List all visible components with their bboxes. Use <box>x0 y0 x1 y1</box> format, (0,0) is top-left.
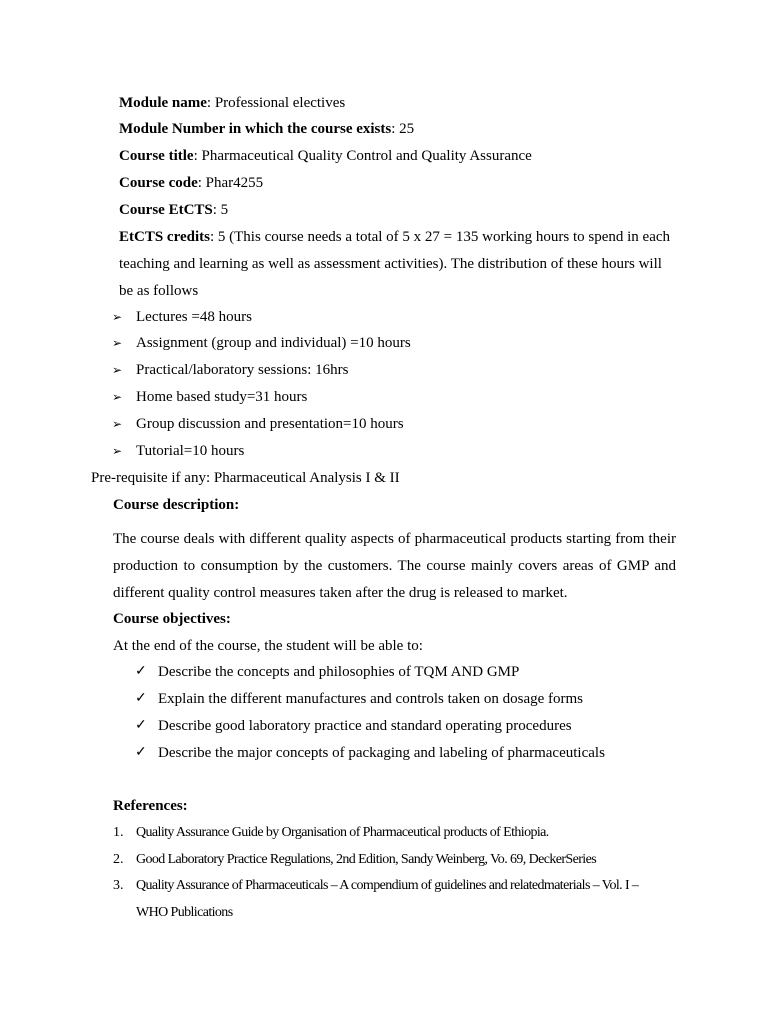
course-title-value: : Pharmaceutical Quality Control and Quality Assurance <box>193 148 532 164</box>
course-code-line <box>119 174 263 192</box>
etcts-credits-line-2: teaching and learning as well as assessment activities). The distribution of these hours will <box>119 256 662 272</box>
arrow-bullet-icon: ➢ <box>112 310 123 324</box>
reference-item-continued: WHO Publications <box>136 905 233 920</box>
course-objectives-heading: Course objectives: <box>113 611 231 627</box>
reference-number: 3. <box>113 878 124 893</box>
hours-item: Lectures =48 hours <box>136 309 252 325</box>
course-objectives-intro: At the end of the course, the student will be able to: <box>113 638 423 654</box>
check-bullet-icon: ✓ <box>135 745 147 760</box>
course-description-heading: Course description: <box>113 497 240 513</box>
objective-item: Explain the different manufactures and controls taken on dosage forms <box>158 691 584 707</box>
reference-item: Good Laboratory Practice Regulations, 2nd Edition, Sandy Weinberg, Vo. 69, DeckerSeries <box>136 852 597 867</box>
hours-item: Practical/laboratory sessions: 16hrs <box>136 362 349 378</box>
module-name-line <box>119 94 345 112</box>
etcts-credits-label: EtCTS credits <box>119 229 210 245</box>
hours-item: Assignment (group and individual) =10 hours <box>136 335 411 351</box>
reference-item: Quality Assurance of Pharmaceuticals – A compendium of guidelines and relatedmaterials – Vol. I – <box>136 878 639 893</box>
arrow-bullet-icon: ➢ <box>112 363 123 377</box>
reference-item: Quality Assurance Guide by Organisation of Pharmaceutical products of Ethiopia. <box>136 825 549 840</box>
course-description-line-1: The course deals with different quality aspects of pharmaceutical products starting from their <box>113 531 676 547</box>
arrow-bullet-icon: ➢ <box>112 417 123 431</box>
module-number-label: Module Number in which the course exists <box>119 121 392 137</box>
arrow-bullet-icon: ➢ <box>112 390 123 404</box>
course-title-label: Course title <box>119 148 194 164</box>
course-code-value: : Phar4255 <box>197 175 264 191</box>
objective-item: Describe the major concepts of packaging and labeling of pharmaceuticals <box>158 745 605 761</box>
course-etcts-value: : 5 <box>212 202 229 218</box>
prerequisite: Pre-requisite if any: Pharmaceutical Analysis I & II <box>91 470 400 486</box>
reference-number: 2. <box>113 852 124 867</box>
check-bullet-icon: ✓ <box>135 718 147 733</box>
course-etcts-label: Course EtCTS <box>119 202 213 218</box>
arrow-bullet-icon: ➢ <box>112 444 123 458</box>
course-etcts-line <box>119 201 228 219</box>
objective-item: Describe good laboratory practice and standard operating procedures <box>158 718 572 734</box>
module-number-value: : 25 <box>391 121 415 137</box>
course-description-line-3: different quality control measures taken after the drug is released to market. <box>113 585 568 601</box>
hours-item: Group discussion and presentation=10 hours <box>136 416 404 432</box>
course-title-line <box>119 147 532 165</box>
etcts-credits-text: : 5 (This course needs a total of 5 x 27 = 135 working hours to spend in each <box>209 229 671 245</box>
course-description-line-2: production to consumption by the customers. The course mainly covers areas of GMP and <box>113 558 676 574</box>
objective-item: Describe the concepts and philosophies of TQM AND GMP <box>158 664 520 680</box>
module-name-value: : Professional electives <box>206 95 346 111</box>
references-heading: References: <box>113 798 188 814</box>
module-number-line <box>119 120 414 138</box>
etcts-credits-line-3: be as follows <box>119 283 199 299</box>
check-bullet-icon: ✓ <box>135 664 147 679</box>
module-name-label: Module name <box>119 95 207 111</box>
arrow-bullet-icon: ➢ <box>112 336 123 350</box>
reference-number: 1. <box>113 825 124 840</box>
check-bullet-icon: ✓ <box>135 691 147 706</box>
hours-item: Home based study=31 hours <box>136 389 308 405</box>
hours-item: Tutorial=10 hours <box>136 443 245 459</box>
course-code-label: Course code <box>119 175 198 191</box>
etcts-credits-line <box>119 228 670 246</box>
